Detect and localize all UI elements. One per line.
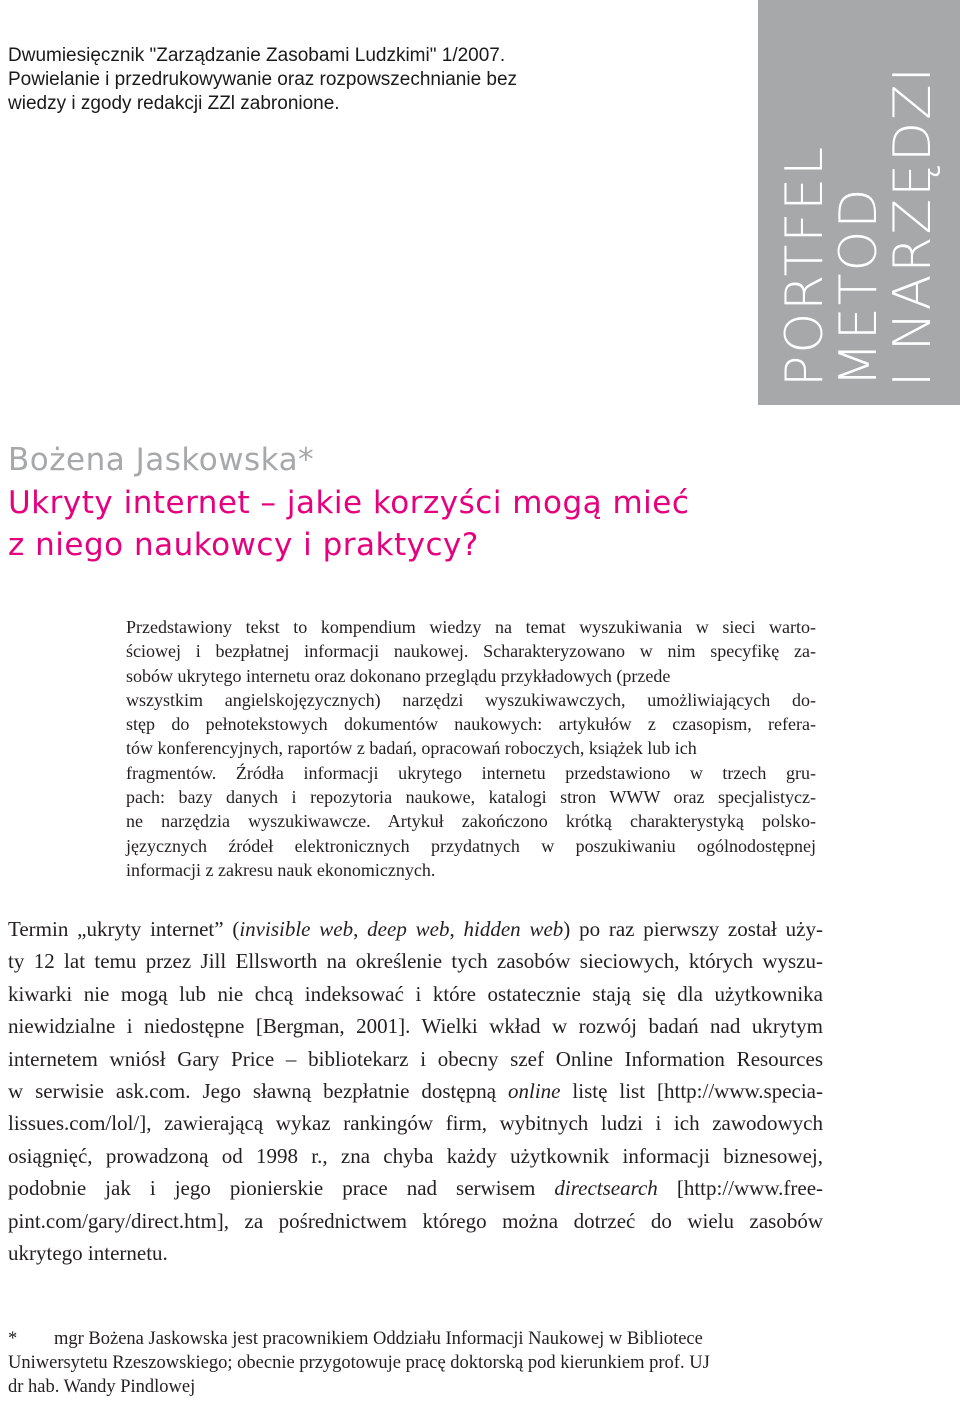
abstract-line: wszystkim angielskojęzycznych) narzędzi wyszukiwawczych, umożliwiających do- bbox=[126, 689, 816, 710]
body-line: niewidzialne i niedostępne [Bergman, 2001]. Wielki wkład w rozwój badań nad ukrytym bbox=[8, 1014, 823, 1039]
article-title bbox=[8, 482, 768, 566]
author-footnote bbox=[8, 1327, 828, 1399]
header-note-line: Powielanie i przedrukowywanie oraz rozpowszechnianie bez bbox=[8, 69, 518, 90]
abstract-line: pach: bazy danych i repozytoria naukowe, katalogi stron WWW oraz specjalistycz- bbox=[126, 787, 816, 808]
body-text: w serwisie ask.com. Jego sławną bezpłatnie dostępną bbox=[8, 1079, 508, 1104]
abstract-line: ne narzędzia wyszukiwawcze. Artykuł zakończono krótką charakterystyką polsko- bbox=[126, 811, 816, 832]
footnote-line bbox=[8, 1327, 828, 1351]
body-text: ) po raz pierwszy został uży- bbox=[563, 917, 823, 941]
body-line: pint.com/gary/direct.htm], za pośrednictwem którego można dotrzeć do wielu zasobów bbox=[8, 1208, 823, 1233]
body-line: ukrytego internetu. bbox=[8, 1241, 168, 1266]
body-text: , bbox=[449, 917, 464, 941]
header-note-line: Dwumiesięcznik "Zarządzanie Zasobami Ludzkimi" 1/2007. bbox=[8, 45, 506, 66]
section-band-line: PORTFEL bbox=[775, 144, 835, 387]
abstract-line: ściowej i bezpłatnej informacji naukowej. Scharakteryzowano w nim specyfikę za- bbox=[126, 641, 816, 662]
section-band-title bbox=[758, 0, 960, 405]
header-note-line: wiedzy i zgody redakcji ZZl zabronione. bbox=[8, 93, 340, 114]
abstract-line: fragmentów. Źródła informacji ukrytego internetu przedstawiono w trzech gru- bbox=[126, 762, 816, 783]
footnote-marker: * bbox=[8, 1329, 18, 1349]
body-italic-term: invisible web bbox=[239, 917, 354, 941]
footnote-line: dr hab. Wandy Pindlowej bbox=[8, 1377, 196, 1397]
section-band bbox=[758, 0, 960, 405]
body-text: Termin „ukryty internet” ( bbox=[8, 917, 240, 941]
body-italic-term: hidden web bbox=[463, 917, 564, 941]
body-italic-term: online bbox=[507, 1079, 561, 1104]
body-text: podobnie jak i jego pionierskie prace nad serwisem bbox=[8, 1176, 555, 1201]
body-line bbox=[8, 913, 823, 945]
article-title-line: z niego naukowcy i praktycy? bbox=[8, 527, 479, 563]
section-band-line: METOD bbox=[829, 186, 889, 387]
abstract-line: tów konferencyjnych, raportów z badań, opracowań roboczych, książek lub ich bbox=[126, 738, 697, 759]
body-line: internetem wniósł Gary Price – bibliotekarz i obecny szef Online Information Resources bbox=[8, 1046, 823, 1071]
body-line: osiągnięć, prowadzoną od 1998 r., zna chyba każdy użytkownik informacji biznesowej, bbox=[8, 1143, 823, 1168]
body-line: lissues.com/lol/], zawierającą wykaz rankingów firm, wybitnych ludzi i ich zawodowych bbox=[8, 1111, 823, 1136]
abstract bbox=[126, 615, 816, 882]
body-line bbox=[8, 1172, 823, 1204]
abstract-line: sobów ukrytego internetu oraz dokonano przeglądu przykładowych (przede bbox=[126, 665, 671, 686]
article-title-line: Ukryty internet – jakie korzyści mogą mieć bbox=[8, 485, 690, 521]
body-italic-term: directsearch bbox=[554, 1176, 658, 1201]
body-line: ty 12 lat temu przez Jill Ellsworth na określenie tych zasobów sieciowych, których wyszu- bbox=[8, 949, 823, 974]
body-line: kiwarki nie mogą lub nie chcą indeksować i które ostatecznie stają się dla użytkownika bbox=[8, 981, 823, 1006]
footnote-line: Uniwersytetu Rzeszowskiego; obecnie przygotowuje pracę doktorską pod kierunkiem prof. UJ bbox=[8, 1353, 710, 1373]
article-author: Bożena Jaskowska* bbox=[8, 442, 315, 478]
body-text: listę list [http://www.specia- bbox=[560, 1079, 823, 1104]
body-text: , bbox=[353, 917, 368, 941]
journal-header-note bbox=[8, 44, 628, 116]
body-line bbox=[8, 1075, 823, 1107]
abstract-line: Przedstawiony tekst to kompendium wiedzy na temat wyszukiwania w sieci warto- bbox=[126, 617, 816, 637]
body-italic-term: deep web bbox=[367, 917, 450, 941]
abstract-line: informacji z zakresu nauk ekonomicznych. bbox=[126, 859, 436, 880]
footnote-text: mgr Bożena Jaskowska jest pracownikiem Oddziału Informacji Naukowej w Bibliotece bbox=[54, 1329, 703, 1349]
body-text: [http://www.free- bbox=[657, 1176, 824, 1201]
abstract-line: stęp do pełnotekstowych dokumentów naukowych: artykułów z czasopism, refera- bbox=[126, 714, 816, 735]
abstract-line: języcznych źródeł elektronicznych przydatnych w poszukiwaniu ogólnodostępnej bbox=[126, 835, 816, 856]
section-band-line: I NARZĘDZI bbox=[883, 65, 943, 387]
body-paragraph bbox=[8, 913, 823, 1269]
